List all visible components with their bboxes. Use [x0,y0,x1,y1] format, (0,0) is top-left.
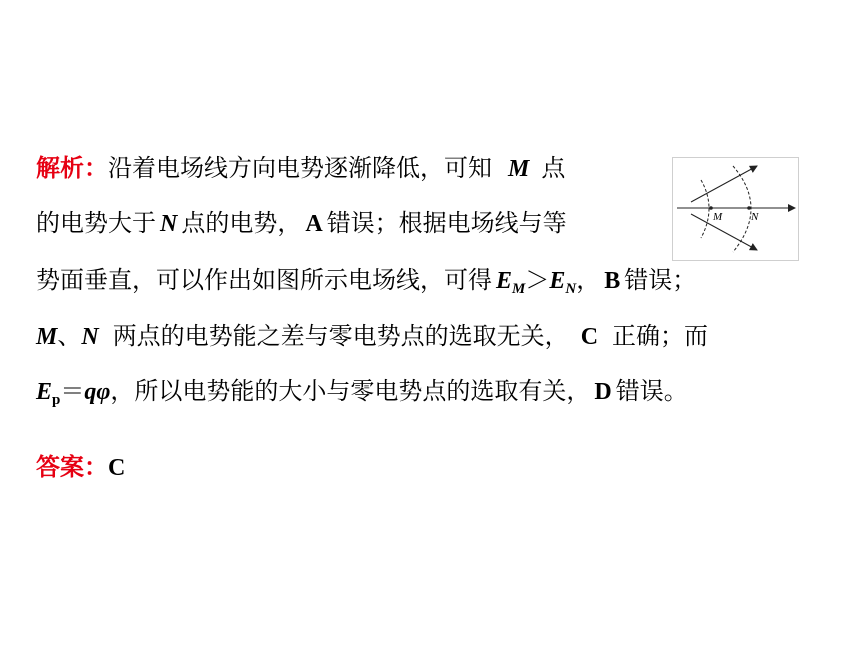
symbol-e: E [496,268,513,294]
symbol-phi: φ [96,379,111,405]
option-b: B [604,268,621,294]
option-a: A [305,211,323,237]
option-d: D [594,379,612,405]
text-segment: 点 [541,154,566,182]
analysis-line-5 [36,375,688,416]
separator: 、 [57,322,82,350]
symbol-m: M [508,156,530,182]
point-m [709,206,713,210]
symbol-n: N [81,324,99,350]
text-segment: 两点的电势能之差与零电势点的选取无关， [112,322,569,350]
text-segment: ， [576,266,601,294]
field-line-figure [672,157,799,261]
equals: ＝ [60,377,85,405]
analysis-label: 解析： [36,153,108,182]
label-n: N [751,211,759,223]
greater-than: ＞ [525,266,550,294]
analysis-line-2 [36,207,567,240]
analysis-line-1 [36,152,565,185]
option-c: C [580,324,599,350]
text-segment: 点的电势， [181,209,302,237]
field-line-diagram [673,158,798,260]
label-m: M [713,211,723,223]
text-segment: 错误。 [615,377,688,405]
analysis-line-4 [36,320,708,353]
symbol-m: M [36,324,58,350]
field-line-upper [691,166,757,202]
symbol-n: N [160,211,178,237]
answer-value: C [108,455,126,481]
symbol-e: E [36,379,53,405]
equipotential-arc-m [701,180,709,238]
field-line-lower [691,214,757,250]
text-segment: ，所以电势能的大小与零电势点的选取有关， [110,377,591,405]
text-segment: 错误；根据电场线与等 [326,209,567,237]
point-n [747,206,751,210]
text-segment: 错误； [624,266,697,294]
answer-line [36,451,125,484]
text-segment: 正确；而 [612,322,709,350]
subscript-m: M [512,281,526,297]
subscript-n: N [565,281,577,297]
subscript-p: p [52,392,61,408]
analysis-line-3 [36,264,696,305]
text-segment: 势面垂直，可以作出如图所示电场线，可得 [36,266,492,294]
text-segment: 沿着电场线方向电势逐渐降低，可知 [108,154,492,182]
answer-label: 答案： [36,452,108,481]
symbol-e: E [549,268,566,294]
text-segment: 的电势大于 [36,209,156,237]
symbol-q: q [84,379,97,405]
